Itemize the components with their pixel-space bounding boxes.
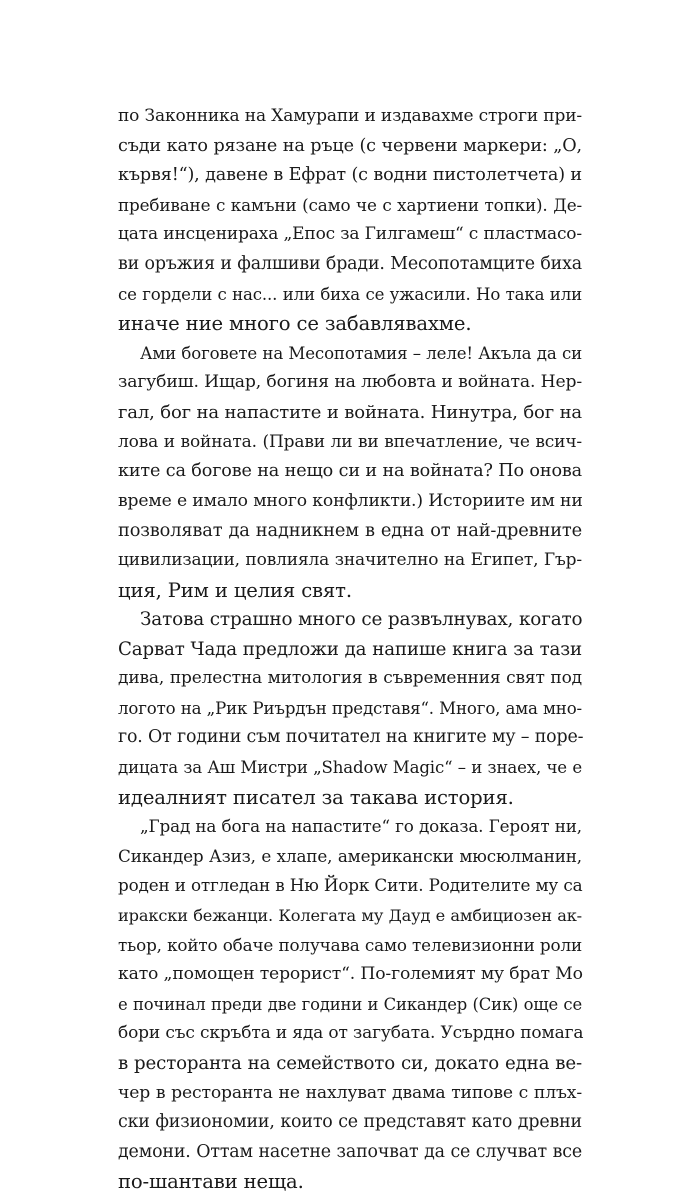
text-line: идеалният писател за такава история.: [118, 785, 514, 809]
text-line: по Законника на Хамурапи и издавахме строги при-: [118, 106, 582, 126]
text-line: ките са богове на нещо си и на войната? По онова: [118, 461, 582, 482]
text-line: иракски бежанци. Колегата му Дауд е амбициозен ак-: [118, 906, 582, 926]
paragraph: [118, 102, 582, 339]
text-line: логото на „Рик Риърдън представя“. Много, ама мно-: [118, 698, 582, 718]
text-line: иначе ние много се забавлявахме.: [118, 312, 472, 336]
text-line: „Град на бога на напастите“ го доказа. Героят ни,: [140, 816, 582, 837]
text-line: пребиване с камъни (само че с хартиени топки). Де-: [118, 194, 582, 215]
text-line: Сикандер Азиз, е хлапе, американски мюсюлманин,: [118, 845, 582, 866]
text-line: роден и отгледан в Ню Йорк Сити. Родителите му са: [118, 875, 583, 896]
text-line: дицата за Аш Мистри „Shadow Magic“ – и знаех, че е: [118, 758, 582, 778]
text-line: бори със скръбта и яда от загубата. Усърдно помага: [118, 1023, 584, 1044]
text-line: като „помощен терорист“. По-големият му брат Мо: [118, 964, 583, 985]
text-line: го. От години съм почитател на книгите му – поре-: [118, 727, 584, 748]
text-line: чер в ресторанта не нахлуват двама типове с плъх-: [118, 1082, 582, 1103]
text-line: тьор, който обаче получава само телевизионни роли: [118, 934, 582, 955]
paragraph: [118, 605, 582, 812]
text-line: дива, прелестна митология в съвременния свят под: [118, 668, 582, 689]
text-line: Сарват Чада предложи да напише книга за тази: [118, 638, 582, 660]
text-line: ски физиономии, които се представят като древни: [118, 1112, 582, 1133]
page-body-text: [118, 102, 582, 1197]
text-line: съди като рязане на ръце (с червени маркери: „О,: [118, 135, 582, 156]
paragraph: [118, 339, 582, 605]
text-line: Затова страшно много се развълнувах, когато: [140, 609, 583, 631]
text-line: гал, бог на напастите и войната. Нинутра, бог на: [118, 401, 582, 423]
text-line: по-шантави неща.: [118, 1170, 304, 1194]
text-line: е починал преди две години и Сикандер (Сик) още се: [118, 994, 582, 1014]
text-line: позволяват да надникнем в една от най-древните: [118, 520, 582, 542]
text-line: лова и войната. (Прави ли ви впечатление, че всич-: [118, 431, 582, 452]
text-line: загубиш. Ищар, богиня на любовта и войната. Нер-: [118, 372, 582, 393]
paragraph: [118, 812, 582, 1197]
text-line: Ами боговете на Месопотамия – леле! Акъла да си: [140, 343, 582, 363]
text-line: кървя!“), давене в Ефрат (с водни пистолетчета) и: [118, 165, 582, 186]
text-line: демони. Оттам насетне започват да се случват все: [118, 1141, 582, 1162]
text-line: ви оръжия и фалшиви бради. Месопотамците биха: [118, 253, 582, 274]
text-line: цата инсценираха „Епос за Гилгамеш“ с пластмасо-: [118, 224, 582, 245]
text-line: се гордели с нас... или биха се ужасили. Но така или: [118, 284, 582, 304]
text-line: в ресторанта на семейството си, докато една ве-: [118, 1053, 582, 1074]
text-line: време е имало много конфликти.) Историите им ни: [118, 490, 583, 511]
text-line: ция, Рим и целия свят.: [118, 578, 352, 602]
text-line: цивилизации, повлияла значително на Египет, Гър-: [118, 549, 582, 570]
